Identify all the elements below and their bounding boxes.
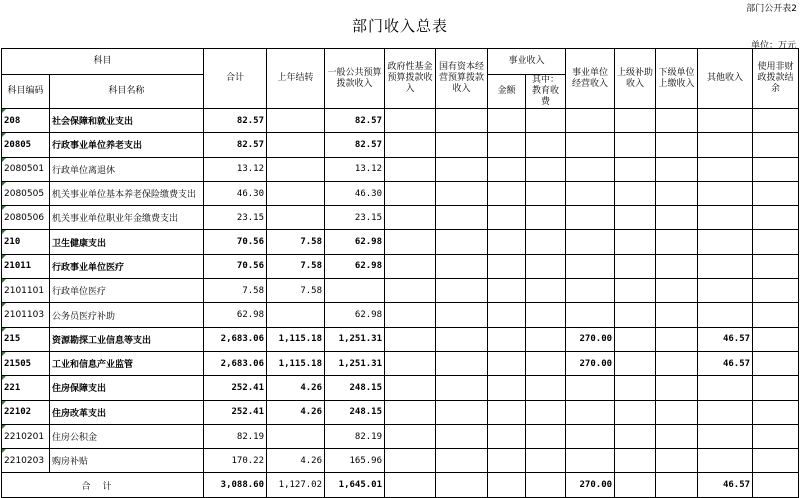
subject-code-cell: 2210203	[2, 449, 50, 473]
table-row	[2, 206, 799, 230]
other-income-cell	[698, 254, 753, 278]
unit-operating-cell	[566, 376, 615, 400]
total-cell: 2,683.06	[204, 327, 267, 351]
other-income-cell	[698, 206, 753, 230]
gov-fund-cell	[385, 424, 436, 448]
total-row	[2, 473, 799, 497]
business-edu-cell	[526, 400, 566, 424]
table-row	[2, 424, 799, 448]
state-capital-header: 国有资本经营预算拨款收入	[436, 49, 488, 109]
last-year-cell: 7.58	[267, 230, 325, 254]
business-amount-cell	[488, 254, 526, 278]
business-amount-cell	[488, 230, 526, 254]
table-row	[2, 303, 799, 327]
non-fiscal-cell	[753, 303, 799, 327]
unit-operating-cell	[566, 206, 615, 230]
subordinate-payment-header: 下级单位上缴收入	[656, 49, 698, 109]
unit-operating-cell	[566, 449, 615, 473]
state-capital-cell	[436, 254, 488, 278]
gov-fund-cell	[385, 254, 436, 278]
total-cell: 70.56	[204, 254, 267, 278]
business-amount-cell	[488, 206, 526, 230]
business-amount-cell	[488, 157, 526, 181]
table-row	[2, 351, 799, 375]
other-income-cell	[698, 157, 753, 181]
subject-code-cell: 210	[2, 230, 50, 254]
last-year-cell	[267, 181, 325, 205]
other-income-cell	[698, 400, 753, 424]
total-cell: 70.56	[204, 230, 267, 254]
general-budget-cell: 62.98	[325, 254, 385, 278]
subject-code-cell: 2080505	[2, 181, 50, 205]
table-number-label: 部门公开表2	[746, 4, 797, 14]
superior-subsidy-cell	[615, 424, 656, 448]
unit-label: 单位：万元	[750, 41, 796, 51]
non-fiscal-cell	[753, 133, 799, 157]
subject-name-header: 科目名称	[50, 75, 204, 109]
subject-code-cell: 208	[2, 109, 50, 133]
non-fiscal-cell	[753, 376, 799, 400]
business-edu-cell	[526, 327, 566, 351]
non-fiscal-cell	[753, 157, 799, 181]
gov-fund-cell	[385, 109, 436, 133]
subject-code-cell: 2101101	[2, 279, 50, 303]
state-capital-cell	[436, 449, 488, 473]
subordinate-payment-cell	[656, 254, 698, 278]
non-fiscal-cell	[753, 327, 799, 351]
business-edu-cell	[526, 181, 566, 205]
table-header	[2, 49, 799, 109]
state-capital-cell	[436, 181, 488, 205]
gov-fund-header: 政府性基金预算拨款收入	[385, 49, 436, 109]
unit-operating-cell: 270.00	[566, 351, 615, 375]
superior-subsidy-cell	[615, 303, 656, 327]
total-cell: 82.57	[204, 133, 267, 157]
state-capital-cell	[436, 351, 488, 375]
subordinate-payment-cell	[656, 181, 698, 205]
general-budget-cell: 62.98	[325, 230, 385, 254]
subordinate-payment-cell	[656, 206, 698, 230]
subordinate-payment-cell	[656, 424, 698, 448]
subordinate-payment-cell	[656, 133, 698, 157]
subject-code-cell: 21011	[2, 254, 50, 278]
table-row	[2, 181, 799, 205]
total-row-business-edu	[526, 473, 566, 497]
superior-subsidy-cell	[615, 157, 656, 181]
state-capital-cell	[436, 327, 488, 351]
general-budget-cell: 13.12	[325, 157, 385, 181]
subject-code-cell: 21505	[2, 351, 50, 375]
general-budget-cell: 1,251.31	[325, 351, 385, 375]
subject-code-header: 科目编码	[2, 75, 50, 109]
non-fiscal-cell	[753, 449, 799, 473]
other-income-cell	[698, 109, 753, 133]
gov-fund-cell	[385, 279, 436, 303]
business-edu-cell	[526, 449, 566, 473]
state-capital-cell	[436, 303, 488, 327]
subordinate-payment-cell	[656, 327, 698, 351]
unit-operating-cell	[566, 157, 615, 181]
business-edu-cell	[526, 230, 566, 254]
total-cell: 7.58	[204, 279, 267, 303]
subject-code-cell: 2080506	[2, 206, 50, 230]
subject-code-cell: 221	[2, 376, 50, 400]
other-income-cell	[698, 133, 753, 157]
other-income-cell	[698, 230, 753, 254]
superior-subsidy-cell	[615, 254, 656, 278]
superior-subsidy-cell	[615, 133, 656, 157]
subordinate-payment-cell	[656, 351, 698, 375]
subject-name-cell: 工业和信息产业监管	[50, 351, 204, 375]
subject-name-cell: 行政单位离退休	[50, 157, 204, 181]
total-cell: 82.19	[204, 424, 267, 448]
subject-code-cell: 2210201	[2, 424, 50, 448]
last-year-header: 上年结转	[267, 49, 325, 109]
business-edu-cell	[526, 279, 566, 303]
table-row	[2, 157, 799, 181]
total-row-subordinate	[656, 473, 698, 497]
non-fiscal-cell	[753, 254, 799, 278]
superior-subsidy-cell	[615, 351, 656, 375]
other-income-cell: 46.57	[698, 327, 753, 351]
general-budget-cell: 1,251.31	[325, 327, 385, 351]
subject-name-cell: 住房公积金	[50, 424, 204, 448]
business-amount-cell	[488, 303, 526, 327]
unit-operating-cell	[566, 424, 615, 448]
business-edu-cell	[526, 109, 566, 133]
subordinate-payment-cell	[656, 376, 698, 400]
total-row-label: 合计	[2, 473, 204, 497]
general-budget-cell: 23.15	[325, 206, 385, 230]
non-fiscal-cell	[753, 400, 799, 424]
business-amount-cell	[488, 424, 526, 448]
superior-subsidy-cell	[615, 181, 656, 205]
superior-subsidy-cell	[615, 230, 656, 254]
gov-fund-cell	[385, 206, 436, 230]
subject-header: 科目	[2, 49, 204, 75]
total-cell: 13.12	[204, 157, 267, 181]
business-edu-cell	[526, 157, 566, 181]
unit-operating-cell: 270.00	[566, 327, 615, 351]
total-cell: 252.41	[204, 400, 267, 424]
superior-subsidy-cell	[615, 206, 656, 230]
unit-operating-cell	[566, 133, 615, 157]
business-edu-cell	[526, 206, 566, 230]
state-capital-cell	[436, 157, 488, 181]
business-amount-cell	[488, 449, 526, 473]
subject-name-cell: 公务员医疗补助	[50, 303, 204, 327]
business-edu-header: 其中：教育收费	[526, 75, 566, 109]
table-row	[2, 327, 799, 351]
business-income-header: 事业收入	[488, 49, 566, 75]
total-row-total: 3,088.60	[204, 473, 267, 497]
other-income-cell	[698, 424, 753, 448]
subordinate-payment-cell	[656, 303, 698, 327]
last-year-cell	[267, 157, 325, 181]
total-row-unit-operating: 270.00	[566, 473, 615, 497]
non-fiscal-cell	[753, 424, 799, 448]
last-year-cell: 1,115.18	[267, 351, 325, 375]
subject-name-cell: 住房保障支出	[50, 376, 204, 400]
business-edu-cell	[526, 254, 566, 278]
total-cell: 62.98	[204, 303, 267, 327]
subordinate-payment-cell	[656, 400, 698, 424]
unit-operating-cell	[566, 279, 615, 303]
unit-operating-cell	[566, 230, 615, 254]
subject-name-cell: 购房补贴	[50, 449, 204, 473]
unit-operating-cell	[566, 109, 615, 133]
total-row-state-capital	[436, 473, 488, 497]
last-year-cell	[267, 206, 325, 230]
subject-name-cell: 行政单位医疗	[50, 279, 204, 303]
state-capital-cell	[436, 279, 488, 303]
subject-code-cell: 215	[2, 327, 50, 351]
last-year-cell: 4.26	[267, 376, 325, 400]
subject-name-cell: 卫生健康支出	[50, 230, 204, 254]
non-fiscal-cell	[753, 279, 799, 303]
table-row	[2, 449, 799, 473]
table-row	[2, 109, 799, 133]
gov-fund-cell	[385, 157, 436, 181]
gov-fund-cell	[385, 133, 436, 157]
table-row	[2, 230, 799, 254]
business-amount-cell	[488, 376, 526, 400]
last-year-cell: 7.58	[267, 279, 325, 303]
state-capital-cell	[436, 400, 488, 424]
gov-fund-cell	[385, 327, 436, 351]
unit-operating-cell	[566, 303, 615, 327]
superior-subsidy-cell	[615, 376, 656, 400]
total-row-other: 46.57	[698, 473, 753, 497]
last-year-cell: 4.26	[267, 449, 325, 473]
general-budget-cell: 248.15	[325, 400, 385, 424]
total-cell: 82.57	[204, 109, 267, 133]
subject-name-cell: 资源勘探工业信息等支出	[50, 327, 204, 351]
subject-name-cell: 社会保障和就业支出	[50, 109, 204, 133]
other-income-cell	[698, 449, 753, 473]
business-amount-cell	[488, 351, 526, 375]
non-fiscal-cell	[753, 230, 799, 254]
subordinate-payment-cell	[656, 109, 698, 133]
state-capital-cell	[436, 133, 488, 157]
business-edu-cell	[526, 351, 566, 375]
subject-code-cell: 22102	[2, 400, 50, 424]
table-body	[2, 109, 799, 473]
subject-name-cell: 机关事业单位基本养老保险缴费支出	[50, 181, 204, 205]
business-amount-cell	[488, 181, 526, 205]
general-budget-cell: 82.57	[325, 133, 385, 157]
total-cell: 252.41	[204, 376, 267, 400]
total-row-general: 1,645.01	[325, 473, 385, 497]
business-edu-cell	[526, 133, 566, 157]
unit-operating-header: 事业单位经营收入	[566, 49, 615, 109]
unit-operating-cell	[566, 254, 615, 278]
total-row-business-amount	[488, 473, 526, 497]
subject-name-cell: 行政事业单位养老支出	[50, 133, 204, 157]
table-row	[2, 376, 799, 400]
gov-fund-cell	[385, 351, 436, 375]
superior-subsidy-cell	[615, 449, 656, 473]
superior-subsidy-cell	[615, 327, 656, 351]
gov-fund-cell	[385, 400, 436, 424]
subject-name-cell: 机关事业单位职业年金缴费支出	[50, 206, 204, 230]
last-year-cell	[267, 133, 325, 157]
non-fiscal-cell	[753, 351, 799, 375]
state-capital-cell	[436, 376, 488, 400]
last-year-cell: 4.26	[267, 400, 325, 424]
business-edu-cell	[526, 303, 566, 327]
general-budget-cell: 165.96	[325, 449, 385, 473]
subject-code-cell: 2101103	[2, 303, 50, 327]
business-amount-cell	[488, 400, 526, 424]
general-budget-cell: 248.15	[325, 376, 385, 400]
non-fiscal-header: 使用非财政拨款结余	[753, 49, 799, 109]
subordinate-payment-cell	[656, 449, 698, 473]
income-summary-table	[1, 48, 799, 498]
unit-operating-cell	[566, 181, 615, 205]
total-cell: 170.22	[204, 449, 267, 473]
business-amount-header: 金额	[488, 75, 526, 109]
state-capital-cell	[436, 109, 488, 133]
total-cell: 46.30	[204, 181, 267, 205]
state-capital-cell	[436, 230, 488, 254]
total-row-superior	[615, 473, 656, 497]
subject-code-cell: 2080501	[2, 157, 50, 181]
subject-name-cell: 行政事业单位医疗	[50, 254, 204, 278]
subject-code-cell: 20805	[2, 133, 50, 157]
state-capital-cell	[436, 206, 488, 230]
last-year-cell	[267, 303, 325, 327]
general-budget-cell: 82.57	[325, 109, 385, 133]
table-row	[2, 133, 799, 157]
business-edu-cell	[526, 424, 566, 448]
subordinate-payment-cell	[656, 157, 698, 181]
last-year-cell: 1,115.18	[267, 327, 325, 351]
total-cell: 2,683.06	[204, 351, 267, 375]
total-cell: 23.15	[204, 206, 267, 230]
subject-name-cell: 住房改革支出	[50, 400, 204, 424]
superior-subsidy-cell	[615, 109, 656, 133]
general-budget-cell: 46.30	[325, 181, 385, 205]
total-row-last-year: 1,127.02	[267, 473, 325, 497]
other-income-cell	[698, 279, 753, 303]
other-income-cell	[698, 376, 753, 400]
superior-subsidy-cell	[615, 400, 656, 424]
subordinate-payment-cell	[656, 279, 698, 303]
other-income-cell	[698, 303, 753, 327]
other-income-cell: 46.57	[698, 351, 753, 375]
total-row-gov-fund	[385, 473, 436, 497]
non-fiscal-cell	[753, 181, 799, 205]
total-row-non-fiscal	[753, 473, 799, 497]
business-amount-cell	[488, 133, 526, 157]
superior-subsidy-cell	[615, 279, 656, 303]
non-fiscal-cell	[753, 109, 799, 133]
last-year-cell	[267, 424, 325, 448]
general-budget-header: 一般公共预算拨款收入	[325, 49, 385, 109]
last-year-cell: 7.58	[267, 254, 325, 278]
total-header: 合计	[204, 49, 267, 109]
business-amount-cell	[488, 327, 526, 351]
general-budget-cell: 62.98	[325, 303, 385, 327]
table-row	[2, 279, 799, 303]
state-capital-cell	[436, 424, 488, 448]
gov-fund-cell	[385, 303, 436, 327]
other-income-header: 其他收入	[698, 49, 753, 109]
superior-subsidy-header: 上级补助收入	[615, 49, 656, 109]
business-amount-cell	[488, 109, 526, 133]
unit-operating-cell	[566, 400, 615, 424]
general-budget-cell: 82.19	[325, 424, 385, 448]
business-amount-cell	[488, 279, 526, 303]
gov-fund-cell	[385, 449, 436, 473]
page-title: 部门收入总表	[351, 17, 448, 35]
business-edu-cell	[526, 376, 566, 400]
last-year-cell	[267, 109, 325, 133]
general-budget-cell	[325, 279, 385, 303]
gov-fund-cell	[385, 230, 436, 254]
table-row	[2, 400, 799, 424]
subordinate-payment-cell	[656, 230, 698, 254]
gov-fund-cell	[385, 376, 436, 400]
table-row	[2, 254, 799, 278]
non-fiscal-cell	[753, 206, 799, 230]
other-income-cell	[698, 181, 753, 205]
gov-fund-cell	[385, 181, 436, 205]
